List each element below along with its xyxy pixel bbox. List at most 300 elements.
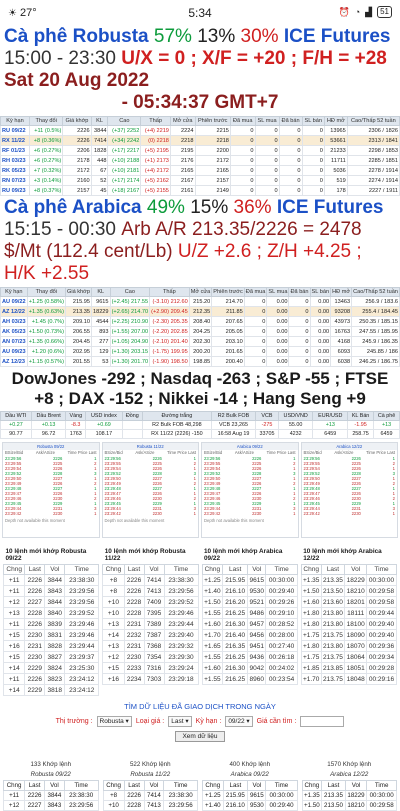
quote-cell: (-1.75) 199.95 [150, 347, 190, 357]
tick-price: 2226 [53, 466, 63, 471]
quote-cell: 246.25 / 186.75 [352, 357, 400, 367]
quote-cell: 0 [289, 317, 310, 327]
history-column-header: Chng [103, 780, 124, 790]
market-value: -275 [256, 421, 279, 430]
bid-size-header: BSize/Bid [204, 450, 223, 455]
match-cell: 3840 [45, 608, 65, 619]
quote-row[interactable] [1, 307, 400, 317]
robusta-quote-table [0, 116, 400, 196]
history-column-header: Vol [45, 780, 65, 790]
quote-cell: 2285 / 1851 [347, 156, 399, 166]
quote-cell: 18229 [92, 308, 109, 315]
quote-cell: (+1) 2173 [141, 156, 171, 166]
robusta-gmt: - 05:34:37 GMT+7 [121, 92, 279, 113]
tick-time: 23:29:50 [104, 476, 121, 481]
quote-cell: 2313 / 1841 [347, 136, 399, 146]
contract-link[interactable]: AK 05/23 [2, 328, 26, 335]
match-cell: 213.75 [323, 675, 343, 683]
quote-cell: 0.00 [267, 337, 289, 347]
quote-row[interactable] [1, 186, 400, 196]
tick-vol: 1 [193, 456, 196, 461]
match-cell: 213.35 [323, 576, 343, 584]
quote-cell: 53661 [324, 136, 347, 146]
match-row [4, 575, 99, 586]
quote-cell: 2178 [63, 156, 91, 166]
history-cell: 00:29:58 [367, 800, 397, 810]
match-cell: +8 [103, 586, 124, 597]
quote-cell: 0 [255, 176, 279, 186]
tick-vol: 1 [193, 476, 196, 481]
tick-vol: 1 [193, 486, 196, 491]
depth-panel-title: Arabica 12/22 [302, 443, 398, 450]
tick-time: 23:29:42 [204, 511, 221, 516]
tick-time: 23:29:54 [303, 466, 320, 471]
history-row [302, 800, 397, 810]
history-cell: 23:29:56 [64, 800, 98, 810]
quote-cell: 0.00 [310, 337, 331, 347]
contract-link[interactable]: AU 09/22 [2, 298, 26, 305]
quote-cell: 0 [255, 146, 279, 156]
tick-price: 2230 [252, 511, 262, 516]
column-header: HĐ mở [332, 289, 351, 295]
term-select-value: 09/22 [228, 717, 245, 725]
match-table [102, 546, 198, 685]
match-cell: 23:29:56 [65, 597, 99, 608]
price-search-input[interactable] [300, 716, 344, 727]
quote-cell: (+5) 2162 [141, 176, 171, 186]
match-column-header: Chng [4, 565, 25, 575]
temperature: 27° [19, 7, 37, 19]
match-column-header: Chng [301, 565, 321, 575]
quote-cell: 201.55 [65, 357, 91, 367]
quote-cell: 200.40 [212, 357, 245, 367]
quote-cell: (+2.25) 210.90 [111, 318, 149, 325]
quote-cell: 2176 [170, 156, 195, 166]
quote-cell: 204.25 [189, 327, 212, 337]
contract-link[interactable]: AZ 12/22 [1, 307, 28, 317]
market-sub: 6459 [374, 430, 400, 439]
match-cell: 2226 [25, 619, 45, 630]
depth-panel [102, 442, 200, 538]
quote-cell: (+2.90) 209.45 [151, 308, 188, 315]
time-header: Time Price Last [266, 450, 296, 455]
ask-size-header: Ask/ASize [234, 450, 254, 455]
contract-link[interactable]: RN 07/23 [1, 176, 30, 186]
market-value: -8.3 [66, 421, 86, 430]
tick-time: 23:29:48 [104, 486, 121, 491]
match-header-row [103, 565, 198, 575]
quote-cell: 209.10 [65, 317, 91, 327]
column-header: Cao/Thấp 52 tuần [347, 117, 399, 126]
tick-vol: 2 [94, 481, 97, 486]
quote-cell: 6038 [331, 357, 352, 367]
bid-size-header: BSize/Bid [104, 450, 123, 455]
arabica-session-time: 15:15 - 00:30 [4, 219, 116, 240]
quote-row[interactable] [1, 327, 400, 337]
quote-cell: 7414 [91, 136, 108, 146]
tick-vol: 1 [94, 476, 97, 481]
quote-cell: 0 [230, 136, 255, 146]
column-header: Mở cửa [170, 117, 195, 126]
quote-cell: +7 (0.32%) [30, 166, 63, 176]
price-type-label: Loại giá : [135, 717, 165, 725]
match-cell: 18210 [346, 587, 365, 595]
quote-cell: 0 [302, 146, 324, 156]
tick-time: 23:29:52 [5, 471, 22, 476]
quote-cell: 2157 [63, 186, 91, 196]
tick-price: 2227 [351, 486, 361, 491]
quote-cell: 0 [279, 176, 302, 186]
tick-price: 2230 [252, 496, 262, 501]
history-cell: 3844 [45, 790, 65, 800]
quote-cell: 0 [302, 186, 324, 196]
quote-cell: 0 [244, 307, 267, 317]
tick-time: 23:29:49 [204, 481, 221, 486]
match-column-header: Last [124, 565, 144, 575]
tick-time: 23:29:54 [104, 466, 121, 471]
wifi-icon: ◔ [354, 7, 361, 17]
tick-price: 2226 [351, 491, 361, 496]
match-row [301, 674, 396, 685]
quote-cell: 2165 [195, 166, 230, 176]
weather-icon: ☀ [8, 7, 17, 19]
tick-price: 2228 [53, 471, 63, 476]
quote-row[interactable] [1, 297, 400, 307]
tick-time: 23:29:52 [204, 471, 221, 476]
contract-link[interactable]: AN 07/23 [2, 338, 26, 345]
tick-time: 23:29:48 [204, 486, 221, 491]
match-row [202, 663, 297, 674]
quote-cell: 2218 [195, 136, 230, 146]
match-cell: +1.60 [202, 619, 223, 630]
market-value: +0.69 [86, 421, 123, 430]
robusta-ice-label: ICE Futures [283, 26, 391, 47]
quote-cell: 2278 / 1914 [347, 166, 399, 176]
tick-price: 2230 [351, 511, 361, 516]
tick-price: 2226 [351, 466, 361, 471]
quote-cell: 0.00 [267, 317, 289, 327]
robusta-date: Sat 20 Aug 2022 [4, 70, 150, 91]
quote-cell: 255.4 / 184.45 [352, 307, 400, 317]
quote-cell: 0 [279, 166, 302, 176]
quote-cell: 202.95 [65, 347, 91, 357]
view-data-button[interactable]: Xem dữ liệu [175, 731, 224, 742]
tick-time: 23:29:46 [104, 496, 121, 501]
market-header: Đường trắng [142, 412, 211, 421]
history-count: 522 Khớp lệnh [129, 761, 171, 768]
market-sub: 16:58 Aug 19 [211, 430, 255, 439]
contract-link[interactable]: RH 03/23 [1, 156, 30, 166]
quote-cell: 208.40 [189, 317, 212, 327]
history-row [203, 800, 298, 810]
match-row [4, 608, 99, 619]
match-cell: +1.50 [202, 597, 223, 608]
quote-row[interactable] [1, 136, 400, 146]
match-cell: 2229 [25, 663, 45, 674]
match-cell: +1.80 [302, 642, 320, 650]
match-cell: 23:29:46 [65, 619, 99, 630]
match-row [103, 586, 198, 597]
tick-price: 2226 [351, 481, 361, 486]
history-row [103, 800, 198, 810]
match-cell: 23:29:52 [65, 608, 99, 619]
quote-cell: 212.35 [189, 307, 212, 317]
quote-cell: 53 [91, 357, 110, 367]
tick-vol: 3 [94, 506, 97, 511]
quote-cell: (+1.55) 207.00 [111, 328, 149, 335]
match-cell: +16 [103, 674, 124, 685]
match-row [103, 674, 198, 685]
arabica-arb: Arb A/R 213.35/2226 = 2478 $/Mt (112.4 cent/Lb) [4, 219, 362, 262]
quote-cell: 215.95 [65, 297, 91, 307]
history-cell: +1.35 [302, 790, 322, 800]
match-cell: 00:29:26 [266, 597, 297, 608]
tick-price: 2231 [252, 506, 262, 511]
match-cell: 213.60 [323, 598, 343, 606]
match-cell: 23:29:52 [164, 597, 198, 608]
match-row [103, 630, 198, 641]
match-cell: +1.80 [302, 609, 320, 617]
match-cell: 00:29:58 [367, 586, 397, 597]
tick-vol: 1 [94, 486, 97, 491]
quote-cell: 0 [230, 156, 255, 166]
match-cell: 7389 [144, 619, 164, 630]
quote-cell: (+1.30) 201.70 [111, 358, 149, 365]
tick-time: 23:29:50 [303, 476, 320, 481]
quote-row[interactable] [1, 347, 400, 357]
market-value: R2 Bulk FOB 48,298 [142, 421, 211, 430]
robusta-pct-down: 30% [240, 26, 279, 47]
market-value: VCB 23,265 [211, 421, 255, 430]
quote-row[interactable] [1, 337, 400, 347]
match-cell: 00:26:18 [266, 652, 297, 663]
contract-link[interactable]: AH 03/23 [2, 318, 26, 325]
column-header: Giá khớp [66, 289, 90, 295]
contract-link[interactable]: RX 11/22 [1, 136, 30, 146]
quote-cell: 2172 [63, 166, 91, 176]
column-header: Phiên trước [195, 117, 230, 126]
quote-cell: 0.00 [267, 307, 289, 317]
quote-cell: 2274 / 1914 [347, 176, 399, 186]
match-cell: 23:29:18 [164, 674, 198, 685]
match-cell: 00:29:16 [367, 674, 397, 685]
tick-vol: 1 [193, 511, 196, 516]
quote-cell: 9615 [91, 297, 110, 307]
tick-price: 2230 [53, 496, 63, 501]
tick-vol: 3 [193, 506, 196, 511]
match-cell: 23:38:30 [164, 575, 198, 586]
quote-cell: 245.9 / 186.35 [352, 337, 400, 347]
robusta-session-time: 15:00 - 23:30 [4, 48, 116, 69]
match-cell: 00:28:52 [266, 619, 297, 630]
match-cell: 18111 [345, 608, 367, 619]
quote-cell: 67 [91, 166, 108, 176]
robusta-spreads: U/X = 0 ; X/F = +20 ; F/H = +28 [121, 48, 387, 69]
quote-cell: 200.20 [189, 347, 212, 357]
quote-cell: +1.45 (0.7%) [27, 317, 65, 327]
history-column-header: Time [367, 780, 397, 790]
match-cell: +1.60 [302, 598, 320, 606]
history-cell: 216.10 [223, 800, 248, 810]
quote-cell: (+10) 2181 [108, 166, 141, 176]
match-cell: 00:29:58 [367, 597, 397, 608]
market-select[interactable]: Robusta ▾ [97, 716, 132, 727]
quote-cell: 0 [302, 126, 324, 136]
quote-cell: 0.00 [267, 297, 289, 307]
market-header: USD index [86, 412, 123, 421]
history-cell: +1.40 [203, 800, 224, 810]
tick-price: 2229 [351, 501, 361, 506]
match-cell: 23:29:46 [164, 608, 198, 619]
price-type-select[interactable]: Last ▾ [168, 716, 191, 727]
tick-time: 23:29:55 [204, 461, 221, 466]
quote-row[interactable] [1, 156, 400, 166]
column-header: Giá khớp [63, 117, 91, 126]
tick-time: 23:29:47 [303, 491, 320, 496]
history-contract: Arabica 12/22 [330, 770, 369, 778]
tick-vol: 2 [392, 496, 395, 501]
quote-cell: 11711 [324, 156, 347, 166]
quote-cell: 0 [279, 136, 302, 146]
match-cell: 00:29:40 [367, 630, 397, 641]
arabica-pct-flat: 15% [190, 197, 229, 218]
quote-row[interactable] [1, 166, 400, 176]
tick-price: 2228 [152, 471, 162, 476]
match-column-header: Chng [202, 565, 223, 575]
match-cell: 2230 [25, 630, 45, 641]
tick-time: 23:29:46 [303, 496, 320, 501]
match-column-header: Time [65, 565, 99, 575]
column-header: Cao/Thấp 52 tuần [353, 289, 398, 295]
tick-vol: 1 [392, 486, 395, 491]
tick-vol: 1 [94, 466, 97, 471]
match-row [301, 663, 396, 674]
match-cell: 3823 [45, 674, 65, 685]
match-cell: 00:29:40 [266, 586, 297, 597]
tick-price: 2225 [53, 461, 63, 466]
match-cell: 00:29:28 [367, 663, 397, 674]
match-cell: 3843 [45, 586, 65, 597]
quote-cell: (0) 2218 [141, 136, 171, 146]
history-cell: 7413 [144, 800, 164, 810]
match-cell: 9456 [249, 631, 264, 639]
ask-size-header: Ask/ASize [35, 450, 55, 455]
tick-vol: 2 [94, 496, 97, 501]
match-row [4, 619, 99, 630]
tick-vol: 1 [94, 491, 97, 496]
match-cell: 23:29:44 [65, 641, 99, 652]
tick-time: 23:29:56 [204, 456, 221, 461]
market-strip [0, 411, 400, 439]
match-cell: +11 [4, 619, 25, 630]
tick-vol: 1 [193, 491, 196, 496]
history-column-header: Last [223, 780, 248, 790]
history-header-row [103, 780, 198, 790]
match-cell: 7395 [144, 608, 164, 619]
match-cell: +14 [103, 630, 124, 641]
match-row [103, 663, 198, 674]
contract-link[interactable]: RU 09/22 [1, 126, 30, 136]
match-row [202, 674, 297, 685]
tick-price: 2226 [351, 456, 361, 461]
history-cell: 2228 [124, 800, 144, 810]
match-cell: 23:29:40 [164, 630, 198, 641]
tick-price: 2231 [351, 506, 361, 511]
match-cell: 7413 [144, 586, 164, 597]
match-title-row [103, 546, 198, 565]
quote-cell: 0 [289, 347, 310, 357]
column-header: Thấp [150, 288, 190, 297]
quote-cell: 2167 [170, 176, 195, 186]
quote-cell: 2226 [63, 136, 91, 146]
tick-vol: 1 [193, 466, 196, 471]
contract-link[interactable]: AZ 12/23 [1, 357, 28, 367]
quote-row[interactable] [1, 126, 400, 136]
history-cell: +12 [4, 800, 25, 810]
market-label: Thị trường : [55, 717, 93, 725]
quote-cell: 0 [289, 327, 310, 337]
match-cell: 215.95 [223, 575, 248, 586]
status-bar [0, 0, 400, 26]
match-cell: 00:28:00 [266, 630, 297, 641]
match-cell: 00:29:36 [367, 641, 397, 652]
market-value [122, 421, 142, 430]
tick-time: 23:29:56 [104, 456, 121, 461]
tick-price: 2227 [252, 476, 262, 481]
robusta-pct-up: 57% [153, 26, 192, 47]
contract-link[interactable]: RU 09/23 [1, 186, 30, 196]
column-header: Thay đổi [30, 117, 63, 126]
arabica-ice-label: ICE Futures [276, 197, 384, 218]
tick-vol: 2 [392, 461, 395, 466]
match-cell: 23:29:30 [164, 652, 198, 663]
quote-row[interactable] [1, 357, 400, 367]
bid-size-header: BSize/Bid [5, 450, 24, 455]
quote-row[interactable] [1, 146, 400, 156]
market-value: -1.95 [348, 421, 374, 430]
match-cell: 00:29:44 [367, 608, 397, 619]
quote-cell: 0 [230, 126, 255, 136]
quote-cell: 6093 [331, 347, 352, 357]
tick-price: 2226 [152, 456, 162, 461]
match-column-header: Vol [345, 565, 367, 575]
tick-time: 23:29:42 [104, 511, 121, 516]
tick-time: 23:29:44 [303, 506, 320, 511]
quote-row[interactable] [1, 176, 400, 186]
quote-cell: 0 [244, 327, 267, 337]
market-value: +0.27 [1, 421, 32, 430]
tick-price: 2231 [53, 506, 63, 511]
quote-cell: 2224 [170, 126, 195, 136]
quote-cell: +11 (0.5%) [30, 126, 63, 136]
quote-row[interactable] [1, 317, 400, 327]
match-cell: 216.40 [223, 630, 248, 641]
market-sub: 1763 [66, 430, 86, 439]
history-cell: +1.50 [302, 800, 322, 810]
market-sub: 33705 [256, 430, 279, 439]
contract-link[interactable]: AU 09/23 [2, 348, 26, 355]
tick-time: 23:29:46 [204, 496, 221, 501]
quote-cell: 211.85 [212, 307, 245, 317]
history-row [4, 800, 99, 810]
contract-link[interactable]: RK 05/23 [1, 166, 30, 176]
contract-link[interactable]: RF 01/23 [1, 146, 30, 156]
tick-vol: 2 [293, 481, 296, 486]
tick-price: 2227 [152, 486, 162, 491]
term-select[interactable]: 09/22 ▾ [225, 716, 252, 727]
tick-price: 2226 [252, 491, 262, 496]
tick-time: 23:29:48 [303, 486, 320, 491]
